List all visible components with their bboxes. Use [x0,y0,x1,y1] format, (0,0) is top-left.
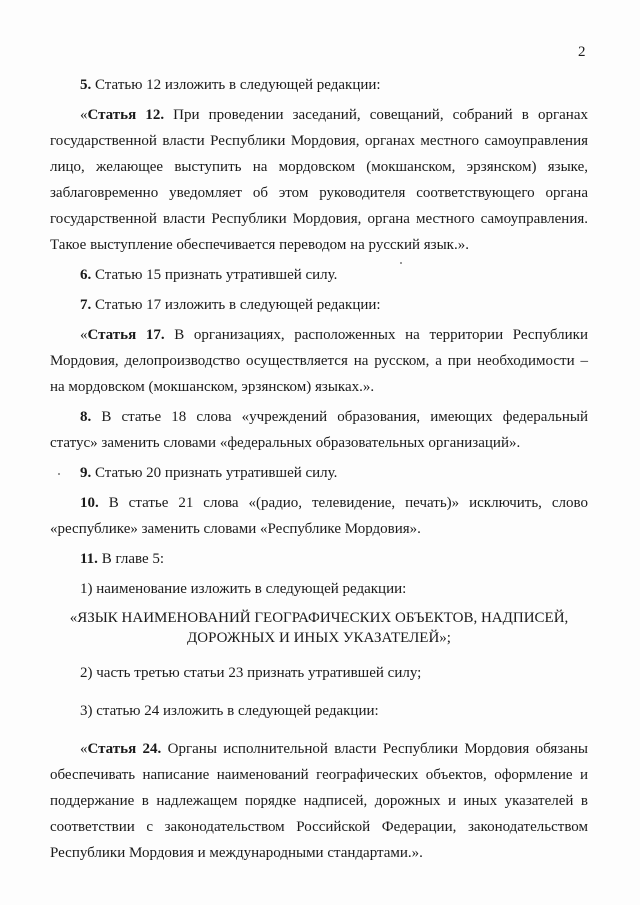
item-8 [50,404,588,456]
article-17-text: В организациях, расположенных на территории Республики Мордовия, делопроизводство осуществляется на русском, а при необходимости – на мордовском (мокшанском, эрзянском) языках.». [50,327,588,395]
article-17-open-quote: « [80,327,88,343]
chapter-heading-line-1: «ЯЗЫК НАИМЕНОВАНИЙ ГЕОГРАФИЧЕСКИХ ОБЪЕКТОВ, НАДПИСЕЙ, [69,610,569,626]
item-10-text: В статье 21 слова «(радио, телевидение, печать)» исключить, слово «республике» заменить словами «Республике Мордовия». [50,495,588,537]
item-11-text: В главе 5: [97,551,165,567]
subitem-2: 2) часть третью статьи 23 признать утратившей силу; [80,665,422,681]
chapter-heading [50,608,588,648]
item-7 [50,292,588,318]
item-9 [50,460,588,486]
page-number: 2 [578,44,586,60]
article-17-title: Статья 17. [87,327,165,343]
item-10-number: 10. [80,495,99,511]
item-6-text: Статью 15 признать утратившей силу. [91,267,338,283]
article-12-text: При проведении заседаний, совещаний, собраний в органах государственной власти Республики Мордовия, органах местного самоуправления лицо, желающее выступить на мордовском (мокшанском, эрзянском) языке, заблаговременно уведомляет об этом руководителя соответствующего органа государственной власти Республики Мордовия, органа местного самоуправления. Такое выступление обеспечивается переводом на русский язык.». [50,107,588,253]
item-11-number: 11. [80,551,98,567]
article-24-title: Статья 24. [87,741,162,757]
scan-speck [58,473,60,475]
article-24-text: Органы исполнительной власти Республики Мордовия обязаны обеспечивать написание наименований географических объектов, оформление и поддержание в надлежащем порядке надписей, дорожных и иных указателей в соответствии с законодательством Российской Федерации, законодательством Республики Мордовия и международными стандартами.». [50,741,589,861]
item-9-text: Статью 20 признать утратившей силу. [91,465,338,481]
item-7-text: Статью 17 изложить в следующей редакции: [91,297,381,313]
document-body [50,72,588,866]
subitem-3: 3) статью 24 изложить в следующей редакции: [80,703,379,719]
item-10 [50,490,588,542]
article-12-open-quote: « [80,107,88,123]
article-24-open-quote: « [80,741,88,757]
item-6 [50,262,588,288]
item-7-number: 7. [80,297,92,313]
item-6-number: 6. [80,267,92,283]
item-5-number: 5. [80,77,92,93]
scan-speck [400,262,402,264]
article-24 [50,736,588,866]
article-12 [50,102,588,258]
chapter-heading-line-2: ДОРОЖНЫХ И ИНЫХ УКАЗАТЕЛЕЙ»; [187,630,451,646]
item-9-number: 9. [80,465,92,481]
item-5 [50,72,588,98]
item-5-text: Статью 12 изложить в следующей редакции: [91,77,381,93]
article-17 [50,322,588,400]
subitem-1: 1) наименование изложить в следующей редакции: [80,581,407,597]
article-12-title: Статья 12. [87,107,165,123]
item-8-text: В статье 18 слова «учреждений образования, имеющих федеральный статус» заменить словами «федеральных образовательных организаций». [50,409,588,451]
item-11 [50,546,588,572]
item-8-number: 8. [80,409,92,425]
